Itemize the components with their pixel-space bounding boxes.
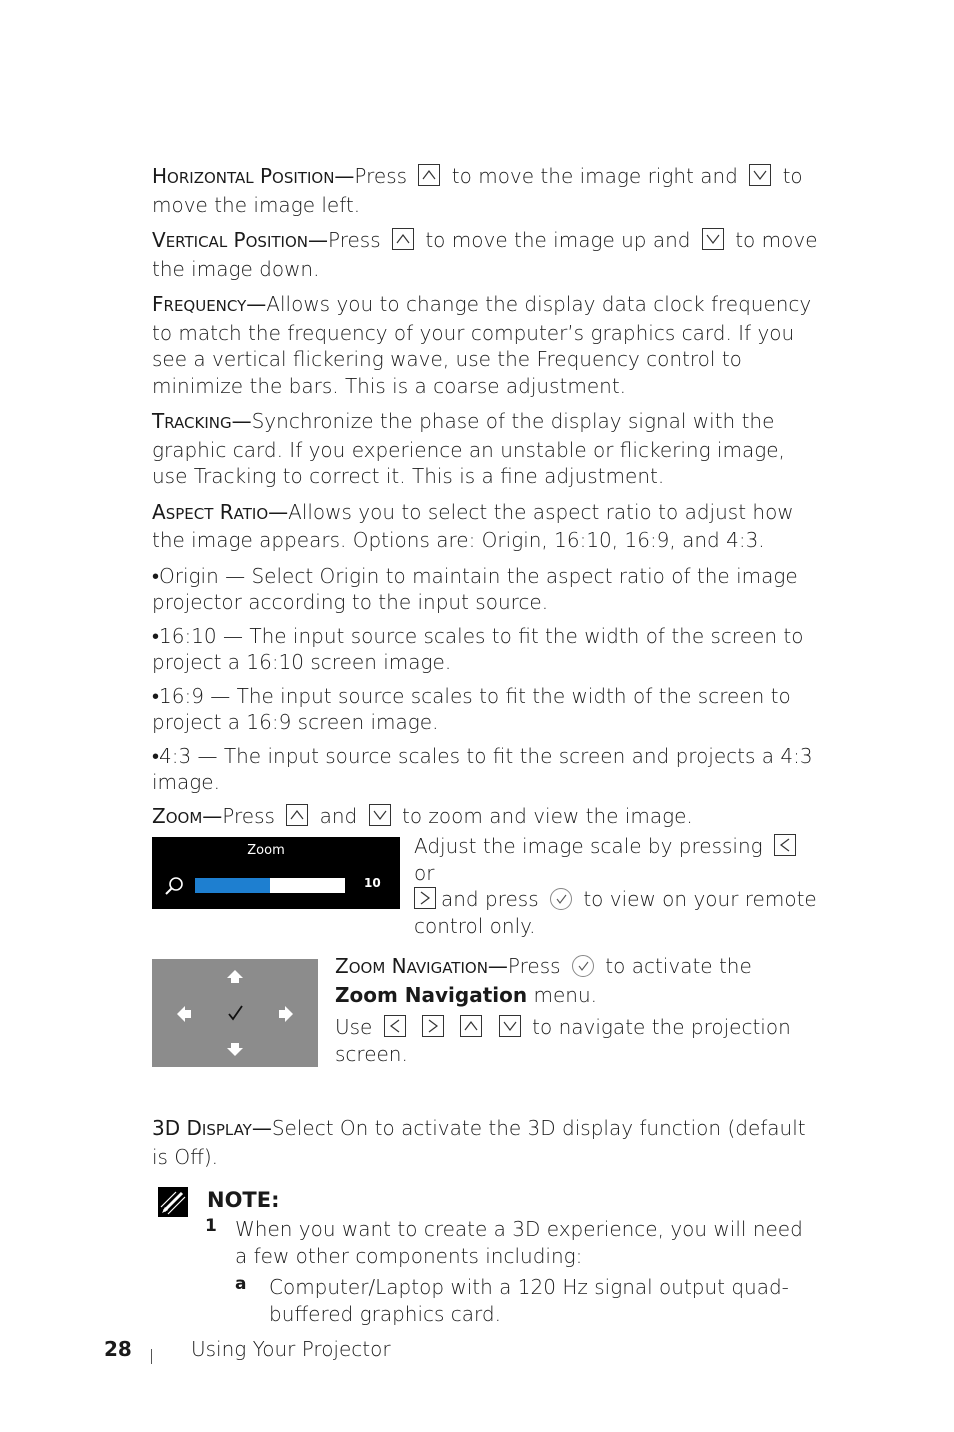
note-item	[207, 1216, 820, 1327]
text: to navigate the projection screen.	[335, 1015, 791, 1066]
up-button-icon	[286, 804, 308, 826]
down-button-icon	[499, 1015, 521, 1037]
horizontal-position-heading: HORIZONTAL POSITION—	[152, 164, 355, 188]
note-item-text: When you want to create a 3D experience, you will need a few other components including:	[235, 1217, 803, 1268]
tracking-text: Synchronize the phase of the display signal with the graphic card. If you experience an unstable or flickering image, use Tracking to correct it. This is a fine adjustment.	[152, 409, 785, 488]
zoom-level-bar	[195, 878, 345, 893]
zoom-level-value: 10	[364, 876, 381, 890]
zoom-navigation-heading: ZOOM NAVIGATION—	[335, 954, 508, 978]
text: Adjust the image scale by pressing	[414, 834, 763, 858]
text: Press	[222, 803, 275, 828]
ok-check-icon	[572, 955, 594, 977]
footer-divider	[151, 1349, 152, 1364]
frequency-paragraph	[152, 291, 820, 399]
aspect-bullet-4-3: •4:3 — The input source scales to fit the screen and projects a 4:3 image.	[152, 743, 813, 794]
aspect-ratio-heading: ASPECT RATIO—	[152, 499, 289, 524]
frequency-heading: FREQUENCY—	[152, 292, 267, 316]
ok-check-icon	[550, 888, 572, 910]
up-button-icon	[418, 164, 440, 186]
zoom-navigation-osd-screenshot	[152, 959, 318, 1067]
text: or	[414, 860, 435, 885]
zoom-level-fill	[195, 878, 270, 893]
footer-title: Using Your Projector	[191, 1337, 391, 1361]
note-subitem-text: Computer/Laptop with a 120 Hz signal output quad-buffered graphics card.	[269, 1275, 789, 1326]
text: Press	[507, 954, 561, 978]
right-button-icon	[422, 1015, 444, 1037]
down-button-icon	[749, 164, 771, 186]
page-content	[152, 163, 820, 1332]
zoom-navigation-bold: Zoom Navigation	[335, 982, 528, 1007]
note-box	[152, 1186, 820, 1327]
zoom-description	[414, 833, 820, 939]
down-button-icon	[702, 228, 724, 250]
down-button-icon	[369, 804, 391, 826]
note-subitem	[235, 1274, 820, 1327]
text: to move the image up and	[425, 228, 691, 252]
note-pencil-icon	[158, 1187, 188, 1217]
magnifier-icon	[164, 875, 186, 897]
text: to zoom and view the image.	[401, 803, 693, 828]
aspect-bullet-16-10: •16:10 — The input source scales to fit the width of the screen to project a 16:10 screen image.	[152, 623, 804, 674]
note-item-number: 1	[205, 1216, 217, 1236]
3d-display-paragraph	[152, 1115, 820, 1170]
aspect-bullet-16-9: •16:9 — The input source scales to fit the width of the screen to project a 16:9 screen image.	[152, 683, 791, 734]
zoom-navigation-row	[152, 953, 820, 1073]
zoom-navigation-description	[335, 953, 820, 1073]
tracking-heading: TRACKING—	[152, 409, 252, 433]
zoom-osd-title: Zoom	[247, 843, 285, 858]
text: to move the image left.	[152, 164, 803, 217]
text: to activate the	[605, 954, 752, 978]
text: to move the image down.	[152, 228, 818, 281]
aspect-ratio-paragraph	[152, 499, 820, 554]
aspect-bullet-origin: •Origin — Select Origin to maintain the aspect ratio of the image projector according to the input source.	[152, 563, 798, 614]
text: menu.	[533, 982, 597, 1007]
zoom-heading: ZOOM—	[152, 803, 223, 828]
up-button-icon	[392, 228, 414, 250]
text: and press	[441, 887, 539, 911]
tracking-paragraph	[152, 408, 820, 490]
zoom-paragraph	[152, 803, 820, 832]
text: to move the image right and	[451, 164, 738, 188]
zoom-osd-screenshot	[152, 837, 400, 909]
note-subitem-letter: a	[235, 1274, 247, 1294]
navigation-arrows-icon	[152, 959, 318, 1067]
left-button-icon	[774, 834, 796, 856]
left-button-icon	[384, 1015, 406, 1037]
up-button-icon	[460, 1015, 482, 1037]
right-button-icon	[414, 887, 436, 909]
text: Press	[354, 164, 408, 188]
aspect-ratio-text: Allows you to select the aspect ratio to adjust how the image appears. Options are: Origin, 16:10, 16:9, and 4:3.	[152, 499, 794, 552]
vertical-position-heading: VERTICAL POSITION—	[152, 228, 328, 252]
horizontal-position-paragraph	[152, 163, 820, 218]
text: to view on your remote control only.	[414, 887, 817, 938]
3d-display-text: Select On to activate the 3D display function (default is Off).	[152, 1116, 806, 1169]
text: Press	[327, 228, 381, 252]
text: and	[319, 803, 358, 828]
text: Use	[335, 1015, 373, 1039]
zoom-row	[152, 833, 820, 939]
3d-display-heading: 3D DISPLAY—	[152, 1116, 272, 1140]
frequency-text: Allows you to change the display data clock frequency to match the frequency of your computer’s graphics card. If you see a vertical flickering wave, use the Frequency control to minimize the bars. This is a coarse adjustment.	[152, 292, 812, 398]
vertical-position-paragraph	[152, 227, 820, 282]
page-number: 28	[104, 1337, 132, 1361]
note-title: NOTE:	[207, 1188, 280, 1212]
